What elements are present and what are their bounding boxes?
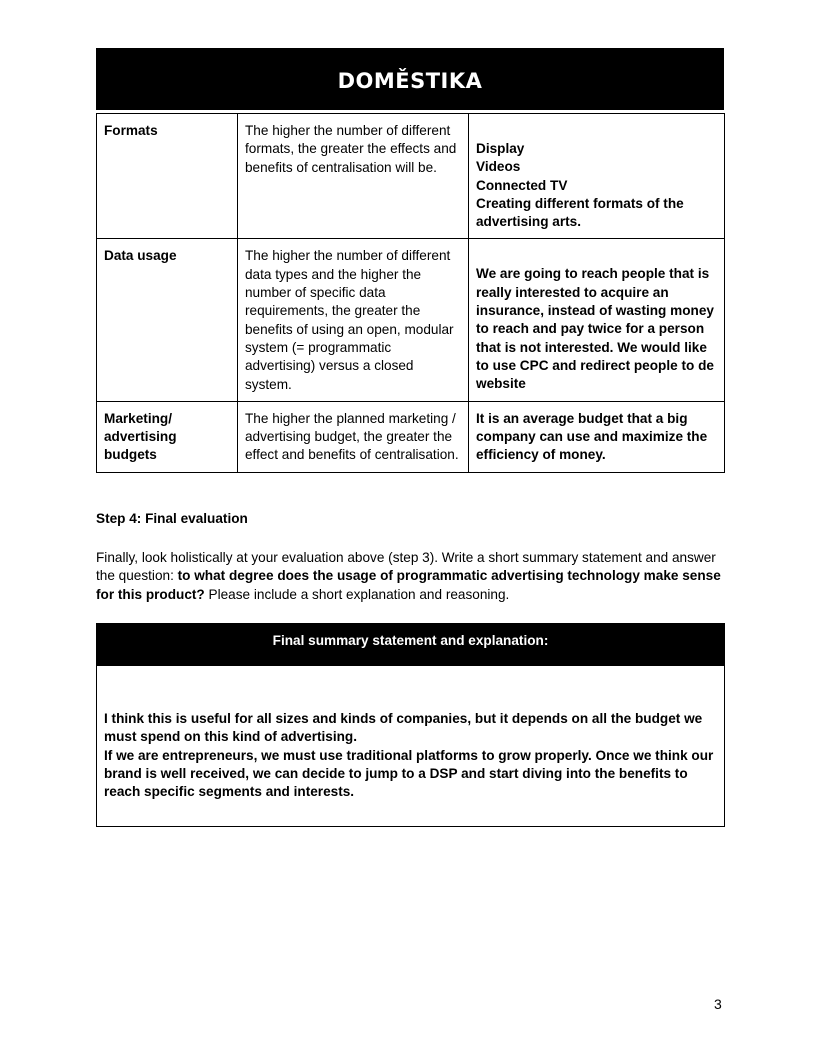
summary-body bbox=[97, 666, 724, 801]
row-label: Marketing/ advertising budgets bbox=[97, 401, 238, 472]
row-label: Formats bbox=[97, 114, 238, 239]
summary-box bbox=[96, 623, 725, 827]
answer-line: It is an average budget that a big company can use and maximize the efficiency of money. bbox=[476, 410, 708, 463]
answer-line: We are going to reach people that is really interested to acquire an insurance, instead of wasting money to reach and pay twice for a person that is not interested. We would like to use CPC and redirect people to de website bbox=[476, 266, 714, 392]
row-answer bbox=[469, 114, 725, 239]
domestika-logo: DOMĚSTIKA bbox=[337, 68, 483, 93]
summary-paragraph: If we are entrepreneurs, we must use traditional platforms to grow properly. Once we think our brand is well received, we can decide to jump to a DSP and start diving into the benefits to reach specific segments and interests. bbox=[104, 747, 714, 800]
page-number: 3 bbox=[714, 996, 722, 1012]
row-criterion: The higher the number of different data types and the higher the number of specific data requirements, the greater the benefits of using an open, modular system (= programmatic advertising) versus a closed system. bbox=[238, 239, 469, 401]
step-title: Step 4: Final evaluation bbox=[96, 511, 248, 526]
table-row bbox=[97, 114, 725, 239]
summary-heading: Final summary statement and explanation: bbox=[97, 624, 724, 666]
answer-line: Videos bbox=[476, 159, 521, 175]
row-label: Data usage bbox=[97, 239, 238, 401]
row-criterion: The higher the number of different formats, the greater the effects and benefits of centralisation will be. bbox=[238, 114, 469, 239]
evaluation-table bbox=[96, 113, 725, 473]
header-bar bbox=[96, 48, 724, 110]
answer-line: Creating different formats of the advertising arts. bbox=[476, 195, 684, 230]
step-instructions bbox=[96, 549, 726, 604]
answer-line: Display bbox=[476, 141, 525, 156]
row-answer bbox=[469, 401, 725, 472]
answer-line: Connected TV bbox=[476, 177, 568, 193]
row-answer bbox=[469, 239, 725, 401]
summary-paragraph: I think this is useful for all sizes and kinds of companies, but it depends on all the budget we must spend on this kind of advertising. bbox=[104, 711, 703, 745]
table-row bbox=[97, 401, 725, 472]
instructions-question: to what degree does the usage of programmatic advertising technology make sense for this product? bbox=[96, 568, 721, 602]
instructions-text-end: Please include a short explanation and reasoning. bbox=[204, 586, 510, 602]
row-criterion: The higher the planned marketing / advertising budget, the greater the effect and benefits of centralisation. bbox=[238, 401, 469, 472]
table-row bbox=[97, 239, 725, 401]
instructions-text: Finally, look holistically at your evaluation above (step 3). Write a short summary statement and answer the question: bbox=[96, 550, 716, 584]
